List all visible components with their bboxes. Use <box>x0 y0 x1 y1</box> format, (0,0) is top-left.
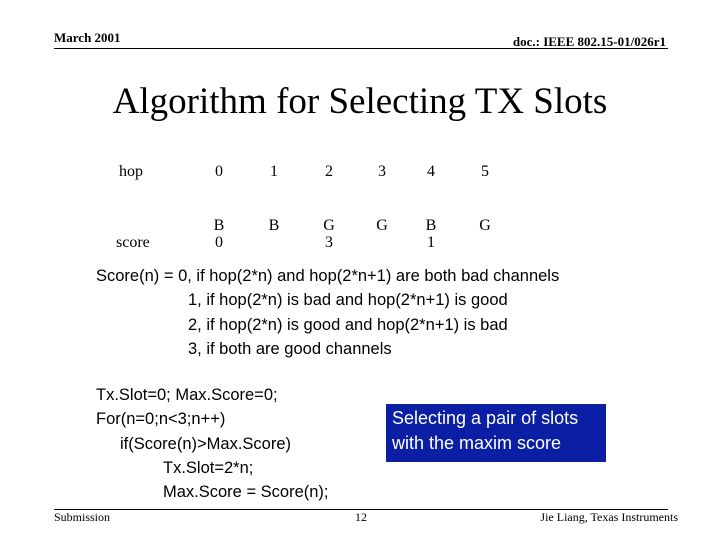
hop-quality: G <box>479 217 491 234</box>
score-def-line: Score(n) = 0, if hop(2*n) and hop(2*n+1) are both bad channels <box>96 267 560 285</box>
callout-line: with the maxim score <box>392 433 562 453</box>
pair-score: 3 <box>325 234 333 251</box>
callout-box <box>386 404 606 462</box>
score-row-label: score <box>116 234 150 251</box>
header-rule <box>54 48 668 49</box>
footer-author: Jie Liang, Texas Instruments <box>540 510 678 524</box>
hop-quality: B <box>268 217 280 234</box>
hop-quality: B <box>213 217 225 234</box>
code-line: For(n=0;n<3;n++) <box>96 410 226 429</box>
hop-index: 1 <box>270 163 278 180</box>
code-line: Tx.Slot=0; Max.Score=0; <box>96 386 278 404</box>
hop-index: 4 <box>427 163 435 180</box>
header-date: March 2001 <box>54 30 121 45</box>
header-doc-id: doc.: IEEE 802.15-01/026r1 <box>512 34 666 49</box>
hop-quality: G <box>376 217 388 234</box>
slide-title: Algorithm for Selecting TX Slots <box>112 81 608 122</box>
score-def-line: 3, if both are good channels <box>188 339 392 358</box>
page-number: 12 <box>355 510 367 524</box>
score-def-line: 1, if hop(2*n) is bad and hop(2*n+1) is good <box>188 291 508 310</box>
score-definition <box>96 264 676 361</box>
hop-quality: B <box>425 217 437 234</box>
hop-index: 2 <box>325 163 333 180</box>
pseudocode <box>96 383 396 504</box>
pair-score: 0 <box>215 234 223 251</box>
code-line: Tx.Slot=2*n; <box>163 458 254 477</box>
callout-line: Selecting a pair of slots <box>392 408 579 428</box>
pair-score: 1 <box>427 234 435 251</box>
code-line: if(Score(n)>Max.Score) <box>120 434 292 453</box>
hop-quality: G <box>323 217 335 234</box>
code-line: Max.Score = Score(n); <box>163 483 329 502</box>
hop-index: 0 <box>215 163 223 180</box>
footer-submission: Submission <box>54 510 111 524</box>
hop-row-label: hop <box>119 163 143 180</box>
hop-index: 5 <box>481 163 489 180</box>
score-def-line: 2, if hop(2*n) is good and hop(2*n+1) is bad <box>188 315 508 334</box>
hop-index: 3 <box>378 163 386 180</box>
